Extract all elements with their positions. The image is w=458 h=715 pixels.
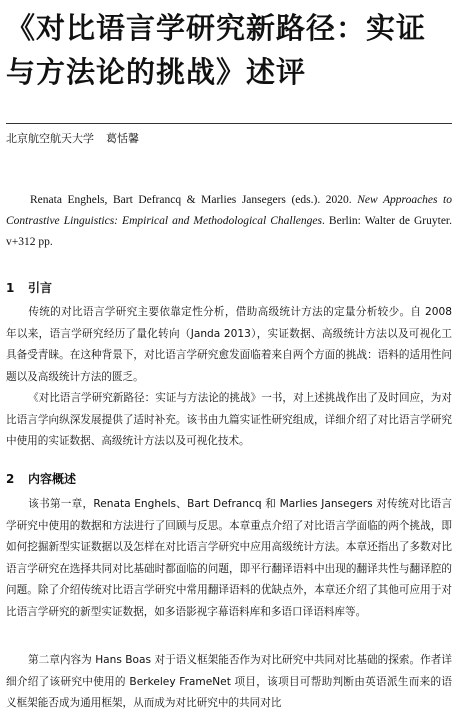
citation-book-title: New Approaches to Contrastive Linguistics: Empirical and Methodological Challenges xyxy=(6,194,453,227)
book-citation xyxy=(6,190,452,253)
citation-authors-year: Renata Enghels, Bart Defrancq & Marlies Jansegers (eds.). 2020. xyxy=(30,194,352,206)
paragraph-text: 该书第一章，Renata Enghels、Bart Defrancq 和 Marlies Jansegers 对传统对比语言学研究中使用的数据和方法进行了回顾与反思。本章重点介绍了对比语言学面临的两个挑战，即如何挖掘新型实证数据以及怎样在对比语言学研究中应用高级统计方法。本章还指出了多数对比语言学研究在选择共同对比基础时都面临的问题，即平行翻译语料中出现的翻译共性与翻译腔的问题。除了介绍传统对比语言学研究中常用翻译语料的优缺点外，本章还介绍了其他可应用于对比语言学研究的新型实证数据，如多语影视字幕语料库和多语口译语料库等。 xyxy=(6,498,452,618)
section-heading-2 xyxy=(6,470,76,487)
institution: 北京航空航天大学 xyxy=(6,132,94,145)
affiliation-line xyxy=(6,131,139,147)
section-title: 引言 xyxy=(28,281,53,295)
section-number: 1 xyxy=(6,281,15,295)
paragraph xyxy=(6,302,452,388)
paragraph xyxy=(6,388,452,453)
paragraph-text: 《对比语言学研究新路径：实证与方法论的挑战》一书，对上述挑战作出了及时回应，为对比语言学向纵深发展提供了适时补充。该书由九篇实证性研究组成，详细介绍了对比语言学研究中使用的实证数据、高级统计方法以及可视化技术。 xyxy=(6,392,452,447)
author-name: 葛恬馨 xyxy=(106,132,139,145)
paragraph xyxy=(6,650,452,715)
section-number: 2 xyxy=(6,472,15,486)
paragraph-text: 传统的对比语言学研究主要依靠定性分析，借助高级统计方法的定量分析较少。自 2008 年以来，语言学研究经历了量化转向（Janda 2013），实证数据、高级统计方法以及可视化工具备受青睐。在这种背景下，对比语言学研究愈发面临着来自两个方面的挑战：语料的适用性问题以及高级统计方法的匮乏。 xyxy=(6,306,452,383)
section-heading-1 xyxy=(6,279,52,296)
paragraph-text: 第二章内容为 Hans Boas 对于语义框架能否作为对比研究中共同对比基础的探索。作者详细介绍了该研究中使用的 Berkeley FrameNet 项目，该项目可帮助判断由英语派生而来的语义框架能否成为通用框架，从而成为对比研究中的共同对比 xyxy=(6,654,452,709)
citation-publisher: . Berlin: Walter de Gruyter. v+312 pp. xyxy=(6,215,452,248)
paragraph xyxy=(6,494,452,623)
section-title: 内容概述 xyxy=(28,472,77,486)
article-title: 《对比语言学研究新路径：实证与方法论的挑战》述评 xyxy=(6,11,427,89)
title-divider xyxy=(6,123,452,124)
